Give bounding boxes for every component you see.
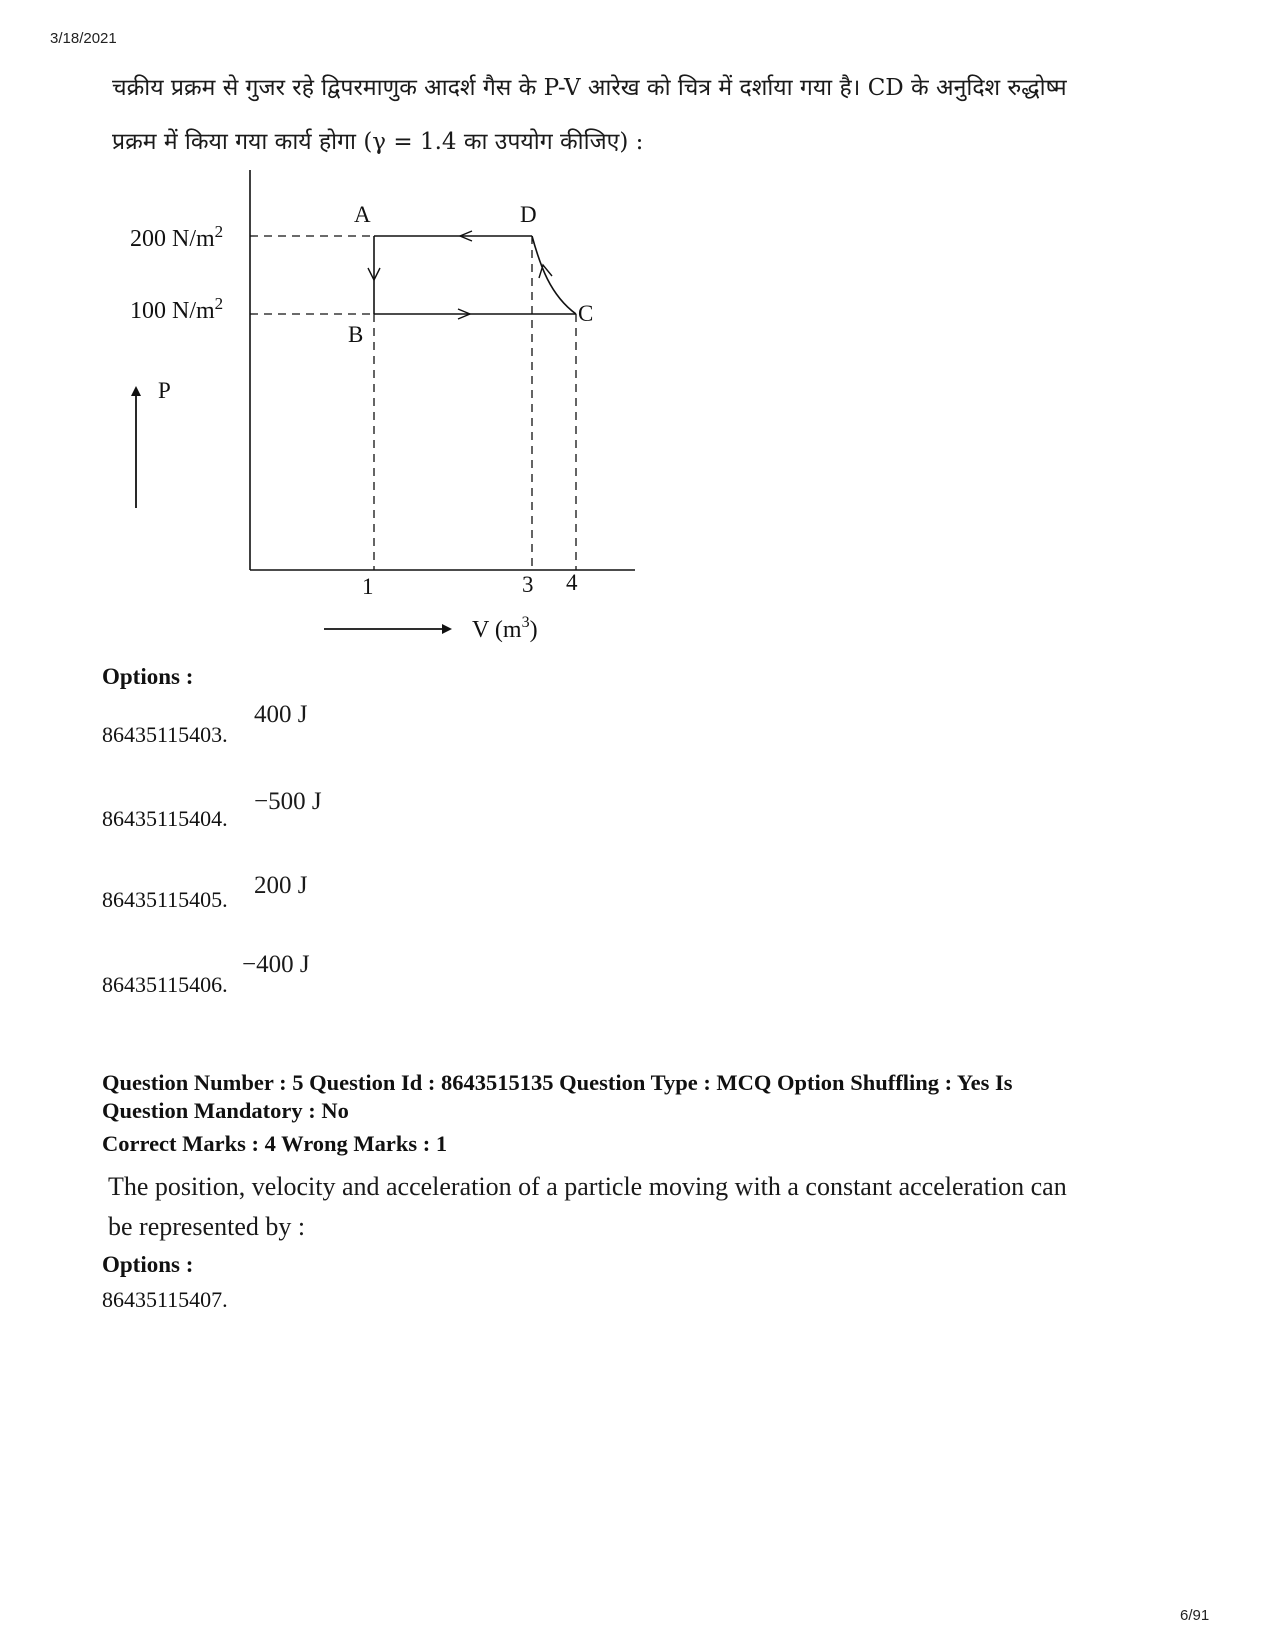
question-text-line-2: प्रक्रम में किया गया कार्य होगा (γ = 1.4 का उपयोग कीजिए) : — [112, 129, 644, 155]
question-marks: Correct Marks : 4 Wrong Marks : 1 — [102, 1131, 448, 1156]
question-text-line-1: चक्रीय प्रक्रम से गुजर रहे द्विपरमाणुक आदर्श गैस के P-V आरेख को चित्र में दर्शाया गया है। CD के अनुदिश रुद्धोष्म — [112, 75, 1067, 101]
process-cd-adiabatic — [532, 236, 576, 314]
p-axis-label: P — [158, 378, 171, 403]
pressure-label-100: 100 $N/m^2$ — [130, 294, 224, 324]
page-number: 6/91 — [1180, 1607, 1210, 1624]
tick-label-4: 4 — [566, 570, 578, 595]
question-meta-line-2: Question Mandatory : No — [102, 1098, 349, 1123]
point-b-label: B — [348, 322, 364, 347]
option-id-2: 86435115404. — [102, 806, 228, 831]
dashed-guides — [250, 236, 576, 570]
print-date: 3/18/2021 — [50, 30, 117, 47]
options-heading: Options : — [102, 664, 194, 689]
direction-arrows — [368, 231, 552, 319]
option-id-3: 86435115405. — [102, 887, 228, 912]
option-value-2: −500 J — [254, 788, 322, 815]
question-meta-line-1: Question Number : 5 Question Id : 8643515135 Question Type : MCQ Option Shuffling : Yes Is — [102, 1070, 1013, 1095]
point-d-label: D — [520, 202, 537, 227]
options-heading-q5: Options : — [102, 1252, 194, 1277]
option-value-4: −400 J — [242, 951, 310, 978]
question-5-text-line-1: The position, velocity and acceleration of a particle moving with a constant acceleration can — [108, 1172, 1067, 1201]
option-value-3: 200 J — [254, 872, 308, 899]
question-5-text-line-2: be represented by : — [108, 1212, 306, 1241]
point-a-label: A — [354, 202, 371, 227]
option-id-q5-1: 86435115407. — [102, 1287, 228, 1312]
option-id-4: 86435115406. — [102, 972, 228, 997]
pressure-label-200: 200 $N/m^2$ — [130, 222, 224, 252]
option-id-1: 86435115403. — [102, 722, 228, 747]
pv-diagram — [110, 170, 670, 660]
tick-label-1: 1 — [362, 574, 374, 599]
tick-label-3: 3 — [522, 572, 534, 597]
point-c-label: C — [578, 301, 594, 326]
v-axis-label: V $(m^3)$ — [472, 614, 538, 643]
option-value-1: 400 J — [254, 701, 308, 728]
